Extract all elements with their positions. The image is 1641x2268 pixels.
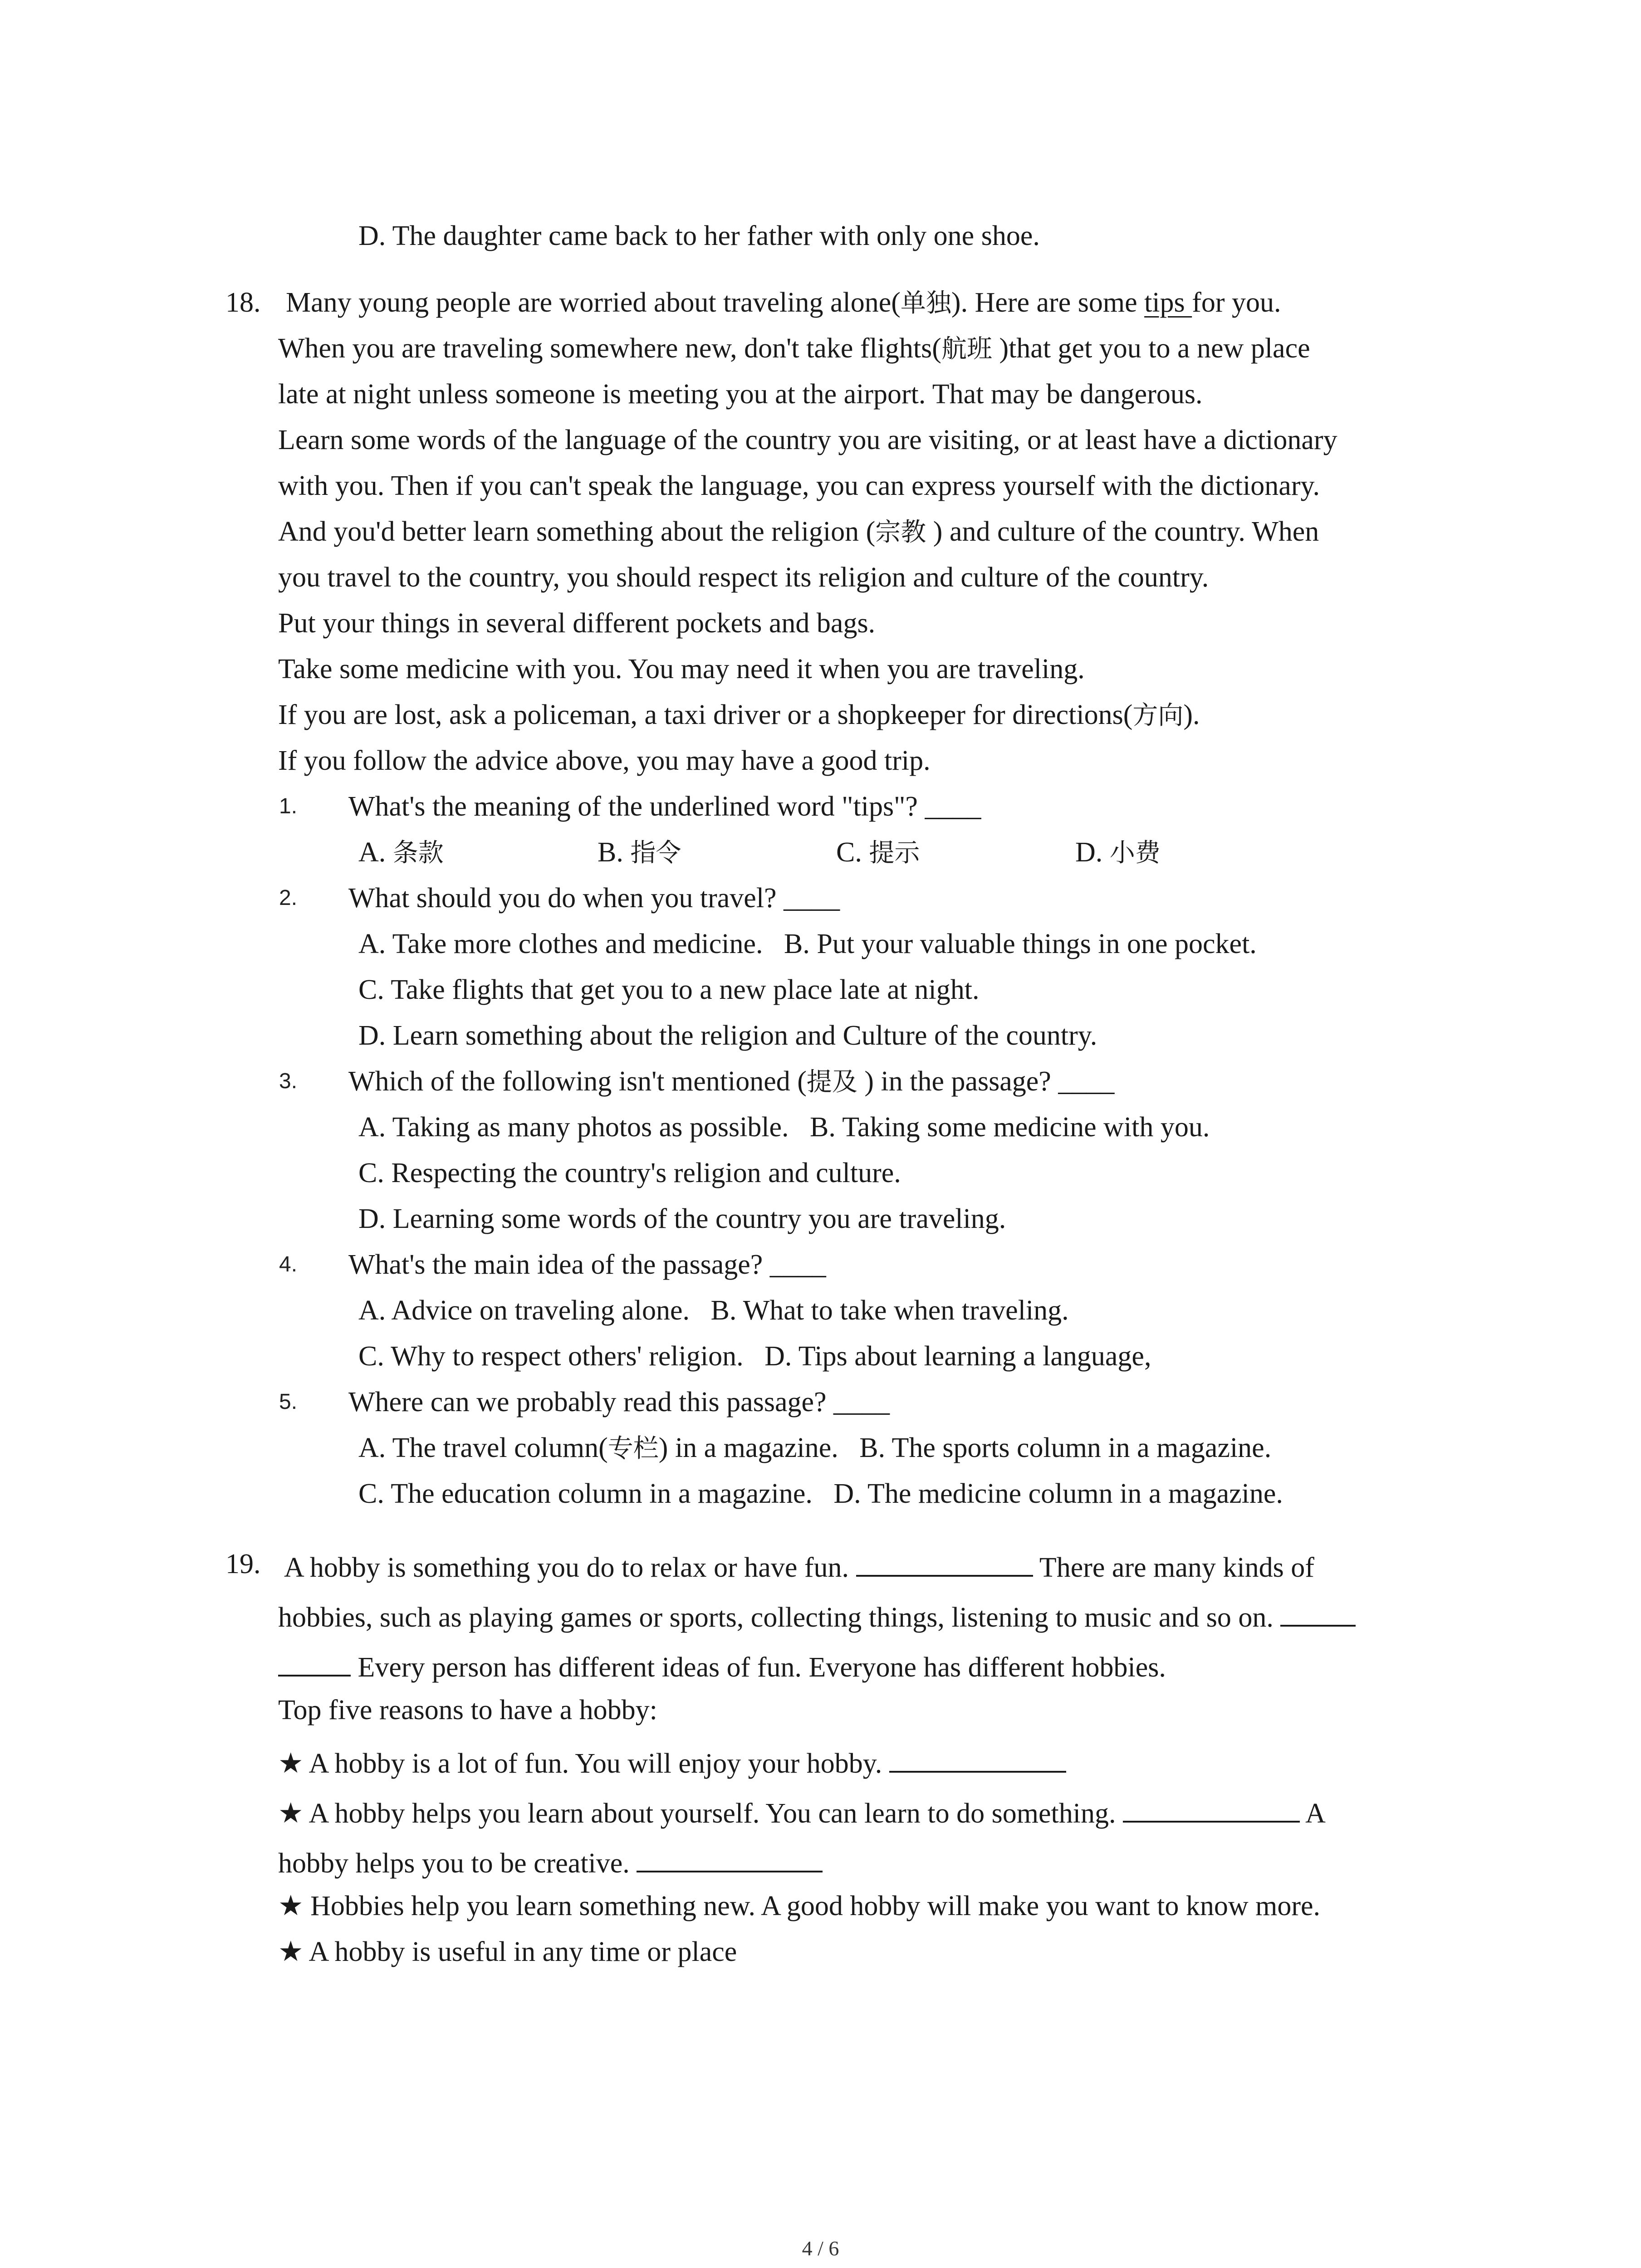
text: ). Here are some	[951, 287, 1145, 318]
options-line: A. Advice on traveling alone. B. What to take when traveling.	[358, 1295, 1069, 1326]
option-d	[1075, 834, 1161, 871]
text: ) in the passage? ____	[857, 1066, 1115, 1097]
text: And you'd better learn something about the religion (	[278, 516, 876, 547]
text: Which of the following isn't mentioned (	[348, 1066, 807, 1097]
passage-line: Top five reasons to have a hobby:	[278, 1695, 657, 1725]
chinese-gloss: 专栏	[607, 1434, 659, 1463]
text: Many young people are worried about traveling alone(	[286, 287, 901, 318]
passage-line: you travel to the country, you should respect its religion and culture of the country.	[278, 562, 1209, 593]
passage-line	[278, 330, 1310, 367]
chinese-gloss: 提及	[806, 1067, 857, 1097]
subquestion-number: 2.	[279, 886, 298, 910]
text: hobbies, such as playing games or sports, collecting things, listening to music and so on.	[278, 1602, 1281, 1633]
answer-blank[interactable]	[278, 1646, 351, 1677]
page-number: 4 / 6	[802, 2237, 839, 2260]
star-icon: ★	[278, 1748, 304, 1779]
star-icon: ★	[278, 1891, 304, 1921]
text: ) in a magazine. B. The sports column in a magazine.	[658, 1432, 1272, 1463]
text: D.	[1075, 837, 1110, 868]
option-a	[358, 834, 444, 871]
question-number: 18.	[225, 287, 261, 318]
passage-line: Take some medicine with you. You may need it when you are traveling.	[278, 654, 1085, 684]
passage-line: If you follow the advice above, you may have a good trip.	[278, 745, 931, 776]
passage-line	[278, 513, 1319, 551]
passage-line: Learn some words of the language of the country you are visiting, or at least have a dictionary	[278, 425, 1337, 455]
text: A hobby is something you do to relax or have fun.	[284, 1552, 856, 1583]
passage-line	[278, 697, 1200, 734]
options-line: A. Taking as many photos as possible. B. Taking some medicine with you.	[358, 1112, 1210, 1143]
reason-item	[278, 1742, 1066, 1782]
chinese-gloss: 航班	[941, 334, 992, 364]
options-line: A. Take more clothes and medicine. B. Put your valuable things in one pocket.	[358, 929, 1257, 959]
subquestion-number: 3.	[279, 1069, 298, 1093]
text: B.	[598, 837, 631, 868]
subquestion-number: 4.	[279, 1252, 298, 1276]
subquestion-stem: What should you do when you travel? ____	[348, 883, 840, 914]
passage-line	[278, 1646, 1166, 1686]
text: C.	[836, 837, 869, 868]
text: A	[1299, 1798, 1326, 1829]
reason-item-continued	[278, 1842, 823, 1882]
text: hobby helps you to be creative.	[278, 1848, 637, 1879]
options-line: D. Learning some words of the country you are traveling.	[358, 1203, 1006, 1234]
passage-line	[284, 1546, 1314, 1586]
text: A hobby is useful in any time or place	[303, 1936, 737, 1967]
q17-option-d: D. The daughter came back to her father with only one shoe.	[358, 220, 1040, 251]
reason-item	[278, 1792, 1326, 1832]
text: There are many kinds of	[1033, 1552, 1314, 1583]
options-line: D. Learn something about the religion and Culture of the country.	[358, 1020, 1097, 1051]
underlined-word-tips: tips	[1144, 287, 1192, 318]
text: When you are traveling somewhere new, don't take flights(	[278, 333, 941, 364]
text: A. The travel column(	[358, 1432, 608, 1463]
answer-blank[interactable]	[1123, 1792, 1300, 1823]
text: A hobby helps you learn about yourself. You can learn to do something.	[303, 1798, 1123, 1829]
text: )that get you to a new place	[992, 333, 1310, 364]
chinese-gloss: 指令	[630, 838, 681, 868]
options-line: C. Why to respect others' religion. D. Tips about learning a language,	[358, 1341, 1151, 1372]
subquestion-number: 1.	[279, 794, 298, 818]
subquestion-number: 5.	[279, 1390, 298, 1414]
chinese-gloss: 小费	[1109, 838, 1161, 868]
passage-line: Put your things in several different pockets and bags.	[278, 608, 876, 639]
text: A hobby is a lot of fun. You will enjoy your hobby.	[303, 1748, 889, 1779]
star-icon: ★	[278, 1936, 304, 1967]
chinese-gloss: 方向	[1132, 701, 1184, 730]
passage-line	[278, 1596, 1356, 1636]
passage-line: late at night unless someone is meeting you at the airport. That may be dangerous.	[278, 379, 1203, 410]
subquestion-stem	[348, 1063, 1114, 1100]
options-line: C. Respecting the country's religion and culture.	[358, 1158, 901, 1188]
chinese-gloss: 单独	[900, 288, 951, 318]
text: A.	[358, 837, 393, 868]
text: ).	[1183, 699, 1200, 730]
text: Every person has different ideas of fun. Everyone has different hobbies.	[351, 1652, 1166, 1683]
text: for you.	[1192, 287, 1281, 318]
text: ) and culture of the country. When	[926, 516, 1319, 547]
reason-item	[278, 1888, 1320, 1924]
text: Hobbies help you learn something new. A good hobby will make you want to know more.	[303, 1891, 1321, 1921]
answer-blank[interactable]	[889, 1742, 1066, 1773]
answer-blank[interactable]	[856, 1546, 1033, 1577]
passage-line	[286, 284, 1281, 322]
options-line: C. Take flights that get you to a new place late at night.	[358, 974, 980, 1005]
chinese-gloss: 提示	[869, 838, 920, 868]
option-b	[598, 834, 681, 871]
chinese-gloss: 宗教	[875, 518, 926, 547]
reason-item	[278, 1934, 737, 1970]
options-line: C. The education column in a magazine. D. The medicine column in a magazine.	[358, 1478, 1283, 1509]
option-c	[836, 834, 920, 871]
text: If you are lost, ask a policeman, a taxi driver or a shopkeeper for directions(	[278, 699, 1133, 730]
subquestion-stem: What's the main idea of the passage? ____	[348, 1249, 826, 1280]
answer-blank[interactable]	[1280, 1596, 1356, 1627]
star-icon: ★	[278, 1798, 304, 1829]
answer-blank[interactable]	[637, 1842, 823, 1872]
subquestion-stem: Where can we probably read this passage? ____	[348, 1387, 890, 1418]
question-number: 19.	[225, 1549, 261, 1579]
passage-line: with you. Then if you can't speak the language, you can express yourself with the dictionary.	[278, 470, 1320, 501]
chinese-gloss: 条款	[392, 838, 444, 868]
subquestion-stem: What's the meaning of the underlined word "tips"? ____	[348, 791, 981, 822]
options-line	[358, 1430, 1271, 1467]
